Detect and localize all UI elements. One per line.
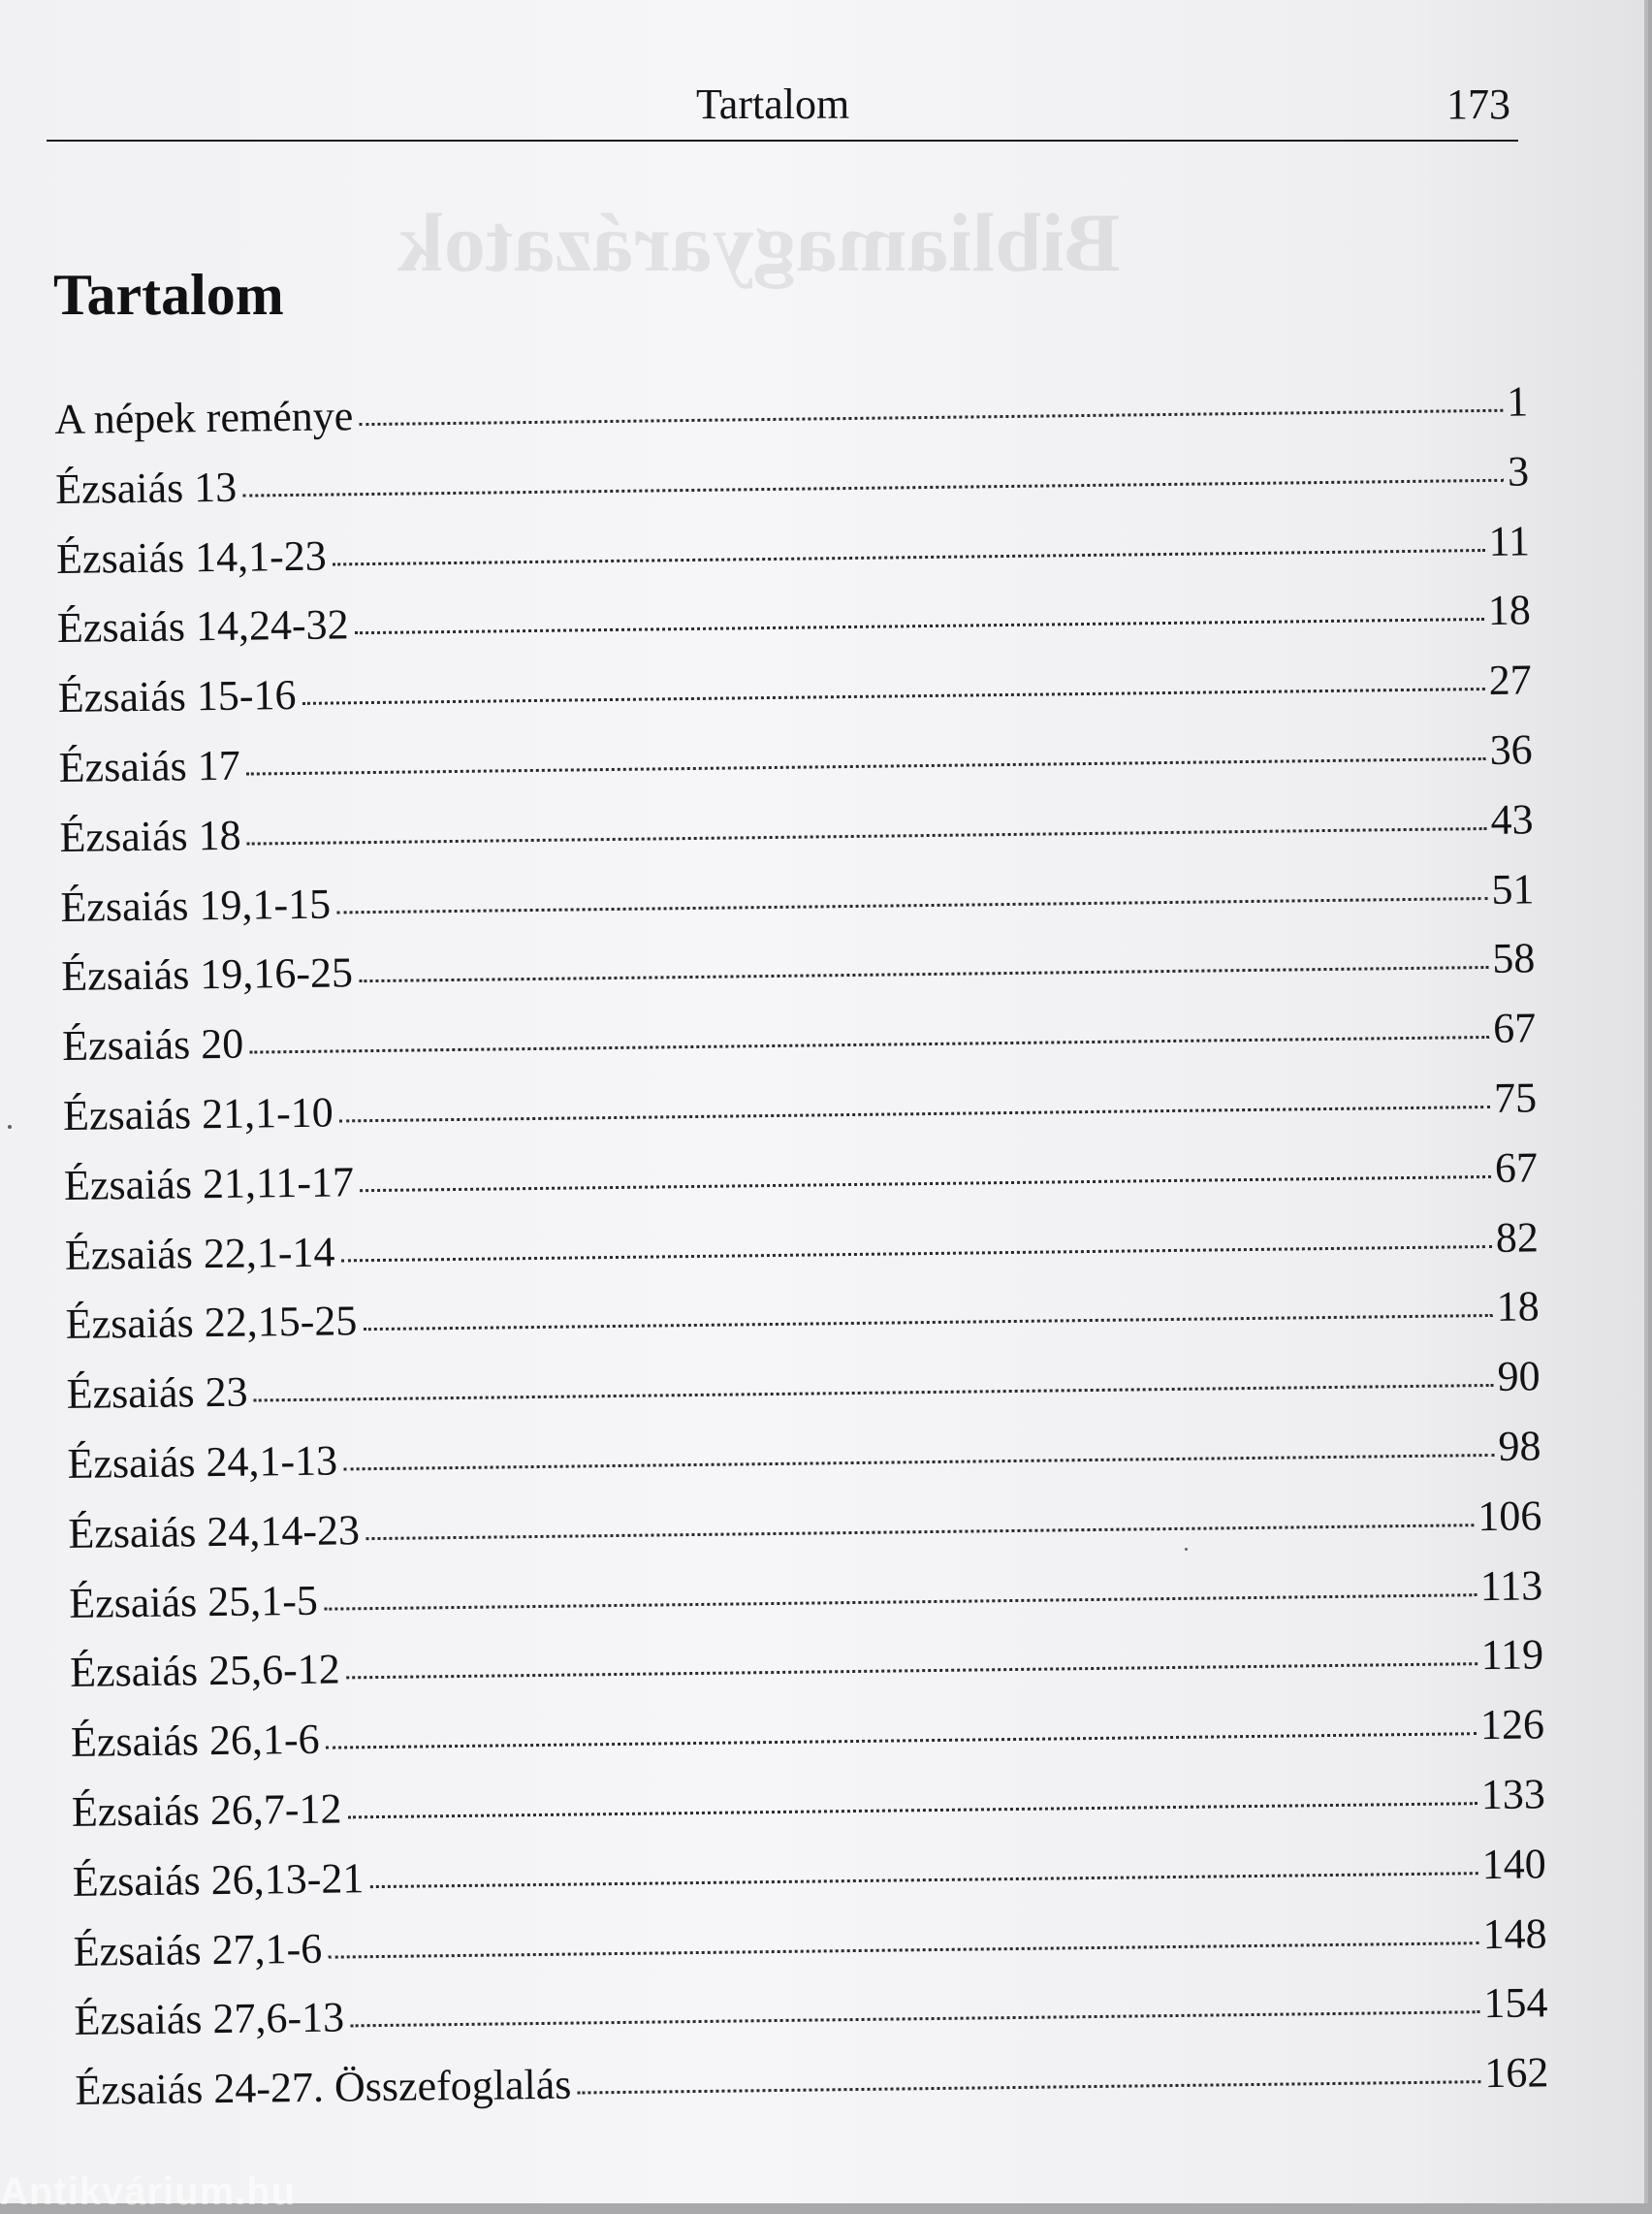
toc-entry-title: Ézsaiás 22,15-25 [65,1297,358,1349]
toc-entry-page: 1 [1506,377,1529,426]
watermark-text: Antikvárium.hu [0,2170,297,2213]
toc-entry-title: Ézsaiás 26,7-12 [71,1784,342,1836]
toc-dot-leader [346,1663,1477,1680]
show-through-text: Bibliamagyarázatok [397,196,1121,289]
toc-dot-leader [350,2010,1479,2027]
toc-dot-leader [360,1175,1491,1192]
toc-entry-title: Ézsaiás 15-16 [57,671,297,722]
toc-entry-title: Ézsaiás 25,6-12 [69,1645,341,1697]
toc-entry-page: 75 [1493,1074,1538,1122]
toc-entry-page: 11 [1488,517,1531,565]
toc-entry-title: A népek reménye [54,392,354,443]
toc-entry-title: Ézsaiás 22,1-14 [64,1228,335,1279]
toc-dot-leader [242,479,1504,497]
toc-dot-leader [365,1524,1474,1540]
toc-entry-page: 67 [1492,1004,1537,1053]
toc-entry-page: 119 [1480,1630,1544,1680]
toc-entry-page: 162 [1484,2048,1549,2098]
toc-entry-page: 18 [1496,1282,1540,1332]
paper-speck [8,1125,12,1129]
toc-entry-page: 43 [1490,795,1534,844]
toc-dot-leader [341,1245,1492,1263]
toc-entry-page: 140 [1481,1840,1546,1888]
toc-dot-leader [302,688,1485,705]
toc-entry-title: Ézsaiás 25,1-5 [68,1576,319,1627]
toc-dot-leader [359,409,1503,426]
toc-entry-title: Ézsaiás 17 [58,741,240,791]
toc-dot-leader [333,549,1485,566]
toc-entry-page: 106 [1477,1492,1542,1540]
toc-entry-title: Ézsaiás 14,1-23 [55,531,327,583]
toc-entry-page: 36 [1489,725,1533,774]
toc-entry-title: Ézsaiás 24,1-13 [67,1436,338,1488]
page-title: Tartalom [53,263,284,327]
toc-entry-title: Ézsaiás 23 [66,1367,248,1419]
toc-dot-leader [339,1106,1490,1123]
toc-entry-page: 58 [1491,934,1536,983]
toc-entry-page: 18 [1487,586,1532,635]
paper-speck [1185,1548,1188,1551]
toc-entry-title: Ézsaiás 21,11-17 [63,1158,355,1209]
toc-dot-leader [249,1036,1489,1054]
table-of-contents [54,372,1549,2131]
page-number: 173 [1446,80,1510,128]
toc-dot-leader [343,1454,1494,1471]
toc-dot-leader [326,1732,1477,1749]
toc-entry-page: 67 [1494,1143,1539,1192]
toc-dot-leader [246,757,1486,776]
toc-entry-page: 126 [1479,1700,1545,1749]
toc-entry-page: 154 [1483,1978,1548,2028]
toc-entry-page: 113 [1479,1560,1543,1610]
toc-entry-title: Ézsaiás 13 [54,463,238,513]
toc-entry-page: 27 [1488,656,1533,705]
toc-entry-page: 133 [1480,1770,1546,1819]
toc-entry-page: 3 [1507,447,1530,496]
toc-entry-title: Ézsaiás 14,24-32 [56,600,349,653]
toc-entry-title: Ézsaiás 26,13-21 [72,1853,365,1906]
toc-dot-leader [324,1593,1477,1611]
toc-entry-title: Ézsaiás 27,1-6 [73,1924,323,1975]
toc-dot-leader [577,2080,1480,2094]
toc-dot-leader [254,1384,1494,1402]
toc-dot-leader [348,1802,1477,1818]
toc-entry-page: 98 [1498,1422,1541,1470]
toc-entry-title: Ézsaiás 27,6-13 [74,1993,345,2045]
toc-entry-title: Ézsaiás 21,1-10 [62,1088,334,1139]
toc-dot-leader [355,618,1484,634]
toc-entry-title: Ézsaiás 26,1-6 [70,1715,320,1767]
toc-entry-title: Ézsaiás 20 [61,1019,244,1071]
toc-dot-leader [336,897,1487,914]
page-edge [1644,0,1648,2203]
toc-entry-title: Ézsaiás 24,14-23 [68,1505,361,1557]
toc-entry-title: Ézsaiás 19,1-15 [60,880,332,931]
toc-dot-leader [363,1314,1492,1331]
toc-entry-title: Ézsaiás 19,16-25 [61,948,354,1001]
toc-dot-leader [359,966,1488,982]
toc-entry-title: Ézsaiás 18 [59,811,241,861]
toc-entry-page: 82 [1495,1212,1540,1262]
toc-entry-page: 90 [1497,1352,1541,1401]
toc-dot-leader [247,827,1487,846]
toc-dot-leader [369,1872,1477,1888]
running-header [47,76,1518,142]
toc-dot-leader [328,1941,1478,1959]
toc-entry-page: 148 [1482,1909,1547,1958]
toc-entry-title: Ézsaiás 24-27. Összefoglalás [75,2060,572,2114]
toc-entry-page: 51 [1491,864,1535,914]
running-header-title: Tartalom [696,80,850,128]
